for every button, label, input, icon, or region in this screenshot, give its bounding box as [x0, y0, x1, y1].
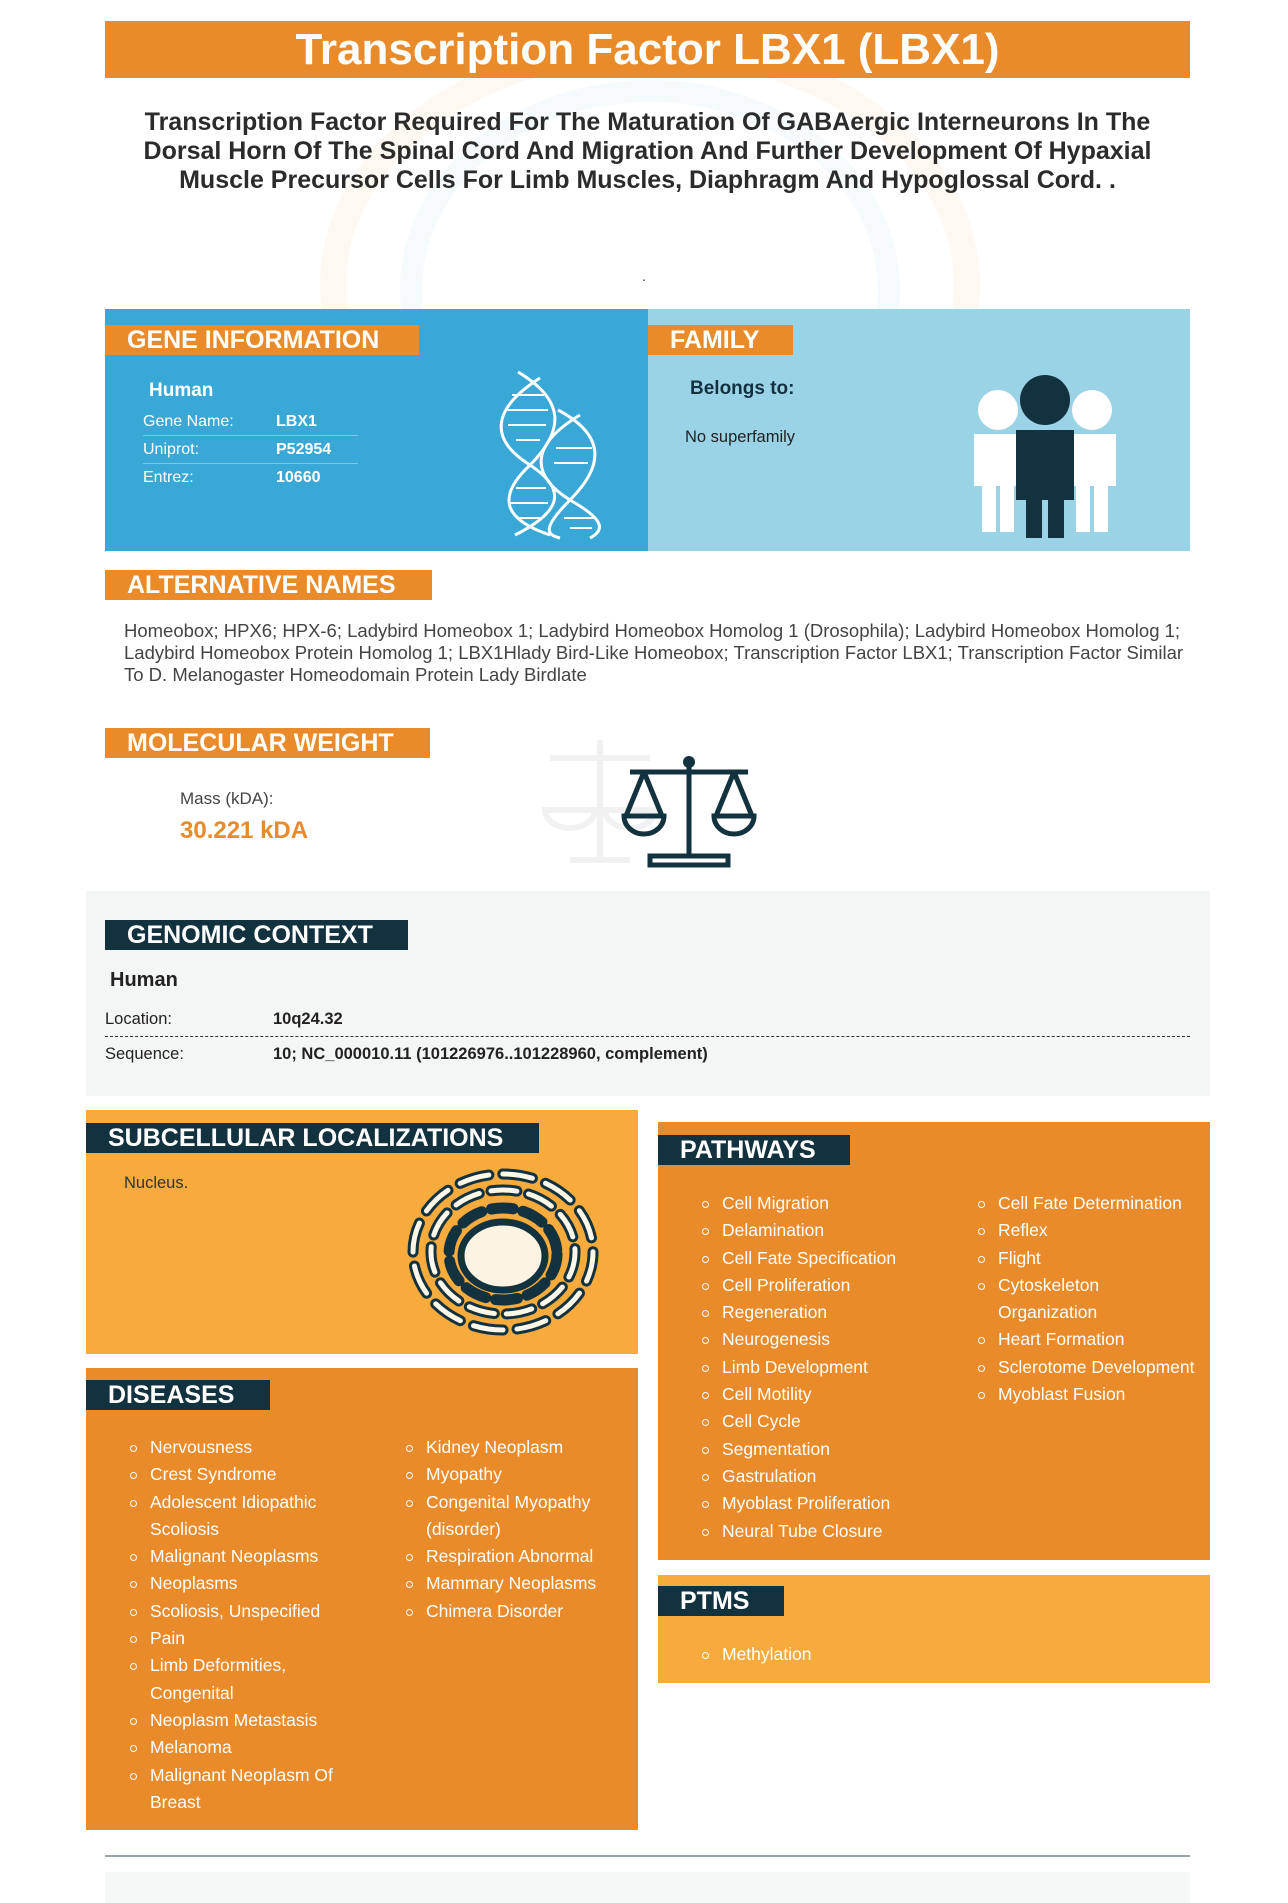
disease-item: Melanoma	[128, 1734, 358, 1761]
subcellular-heading: SUBCELLULAR LOCALIZATIONS	[86, 1123, 539, 1153]
uniprot-label: Uniprot:	[143, 441, 200, 458]
molecular-weight-heading: MOLECULAR WEIGHT	[105, 728, 430, 758]
disease-item: Malignant Neoplasm Of Breast	[128, 1762, 358, 1817]
pathway-item: Limb Development	[700, 1354, 965, 1381]
disease-item: Chimera Disorder	[404, 1598, 634, 1625]
pathways-list-left	[700, 1190, 965, 1545]
diseases-list-left	[128, 1434, 358, 1816]
disease-item: Nervousness	[128, 1434, 358, 1461]
disease-item: Scoliosis, Unspecified	[128, 1598, 358, 1625]
entrez-row	[143, 464, 358, 491]
protein-description: Transcription Factor Required For The Maturation Of GABAergic Interneurons In The Dorsal Horn Of The Spinal Cord And Migration And Further Development Of Hypaxial Muscle Precursor Cells For Limb Muscles, Diaphragm And Hypoglossal Cord. .	[143, 108, 1152, 194]
disease-item: Congenital Myopathy (disorder)	[404, 1489, 634, 1544]
pathway-item: Cell Motility	[700, 1381, 965, 1408]
family-heading: FAMILY	[648, 325, 793, 355]
disease-item: Adolescent Idiopathic Scoliosis	[128, 1489, 358, 1544]
pathway-item: Cytoskeleton Organization	[976, 1272, 1196, 1327]
disease-item: Neoplasms	[128, 1570, 358, 1597]
pathways-heading: PATHWAYS	[658, 1135, 850, 1165]
location-value: 10q24.32	[273, 1010, 343, 1028]
sequence-value: 10; NC_000010.11 (101226976..101228960, complement)	[273, 1045, 708, 1063]
pathway-item: Cell Proliferation	[700, 1272, 965, 1299]
pathway-item: Delamination	[700, 1217, 965, 1244]
mass-label: Mass (kDA):	[180, 789, 274, 808]
pathway-item: Heart Formation	[976, 1326, 1196, 1353]
genomic-species: Human	[110, 969, 178, 991]
disease-item: Malignant Neoplasms	[128, 1543, 358, 1570]
dna-helix-icon	[470, 370, 630, 540]
mass-value: 30.221 kDA	[180, 817, 309, 844]
pathway-item: Myoblast Proliferation	[700, 1490, 965, 1517]
pathway-item: Neural Tube Closure	[700, 1518, 965, 1545]
diseases-heading: DISEASES	[86, 1380, 270, 1410]
alternative-names-heading: ALTERNATIVE NAMES	[105, 570, 432, 600]
footer-area	[105, 1872, 1190, 1903]
entrez-label: Entrez:	[143, 469, 194, 486]
genomic-context-heading: GENOMIC CONTEXT	[105, 920, 408, 950]
pathway-item: Myoblast Fusion	[976, 1381, 1196, 1408]
pathway-item: Sclerotome Development	[976, 1354, 1196, 1381]
gene-name-row	[143, 408, 358, 436]
people-group-icon	[970, 372, 1120, 540]
footer-divider	[105, 1855, 1190, 1857]
gene-information-heading: GENE INFORMATION	[105, 325, 419, 355]
sequence-label: Sequence:	[105, 1045, 184, 1063]
entrez-value[interactable]: 10660	[276, 469, 321, 486]
gene-name-label: Gene Name:	[143, 413, 234, 430]
subcellular-value: Nucleus.	[124, 1174, 189, 1192]
disease-item: Pain	[128, 1625, 358, 1652]
uniprot-row	[143, 436, 358, 464]
page-title: Transcription Factor LBX1 (LBX1)	[105, 21, 1190, 78]
pathway-item: Gastrulation	[700, 1463, 965, 1490]
disease-item: Limb Deformities, Congenital	[128, 1652, 358, 1707]
family-value: No superfamily	[685, 428, 796, 446]
pathway-item: Regeneration	[700, 1299, 965, 1326]
pathway-item: Cell Migration	[700, 1190, 965, 1217]
pathway-item: Neurogenesis	[700, 1326, 965, 1353]
location-label: Location:	[105, 1010, 172, 1028]
pathways-list-right	[976, 1190, 1196, 1408]
disease-item: Kidney Neoplasm	[404, 1434, 634, 1461]
belongs-to-label: Belongs to:	[690, 378, 795, 399]
separator-dot: .	[642, 268, 646, 284]
balance-scale-icon	[620, 752, 758, 870]
gene-species: Human	[149, 380, 214, 401]
pathway-item: Flight	[976, 1245, 1196, 1272]
uniprot-value[interactable]: P52954	[276, 441, 332, 458]
pathway-item: Cell Fate Determination	[976, 1190, 1196, 1217]
disease-item: Neoplasm Metastasis	[128, 1707, 358, 1734]
pathway-item: Segmentation	[700, 1436, 965, 1463]
pathway-item: Reflex	[976, 1217, 1196, 1244]
ptms-heading: PTMS	[658, 1586, 784, 1616]
alternative-names-text: Homeobox; HPX6; HPX-6; Ladybird Homeobox 1; Ladybird Homeobox Homolog 1 (Drosophila); Ladybird Homeobox Homolog 1; Ladybird Homeobox Protein Homolog 1; LBX1Hlady Bird-Like Homeobox; Transcription Factor LBX1; Transcription Factor Similar To D. Melanogaster Homeodomain Protein Lady Birdlate	[124, 620, 1184, 685]
pathway-item: Cell Fate Specification	[700, 1245, 965, 1272]
disease-item: Myopathy	[404, 1461, 634, 1488]
gene-name-value: LBX1	[276, 413, 317, 430]
location-row	[105, 1003, 1190, 1037]
diseases-list-right	[404, 1434, 634, 1625]
ptm-item: Methylation	[700, 1641, 1000, 1668]
disease-item: Mammary Neoplasms	[404, 1570, 634, 1597]
ptms-list	[700, 1641, 1000, 1668]
cell-nucleus-icon	[395, 1150, 605, 1350]
pathway-item: Cell Cycle	[700, 1408, 965, 1435]
sequence-row	[105, 1038, 1190, 1071]
disease-item: Crest Syndrome	[128, 1461, 358, 1488]
disease-item: Respiration Abnormal	[404, 1543, 634, 1570]
